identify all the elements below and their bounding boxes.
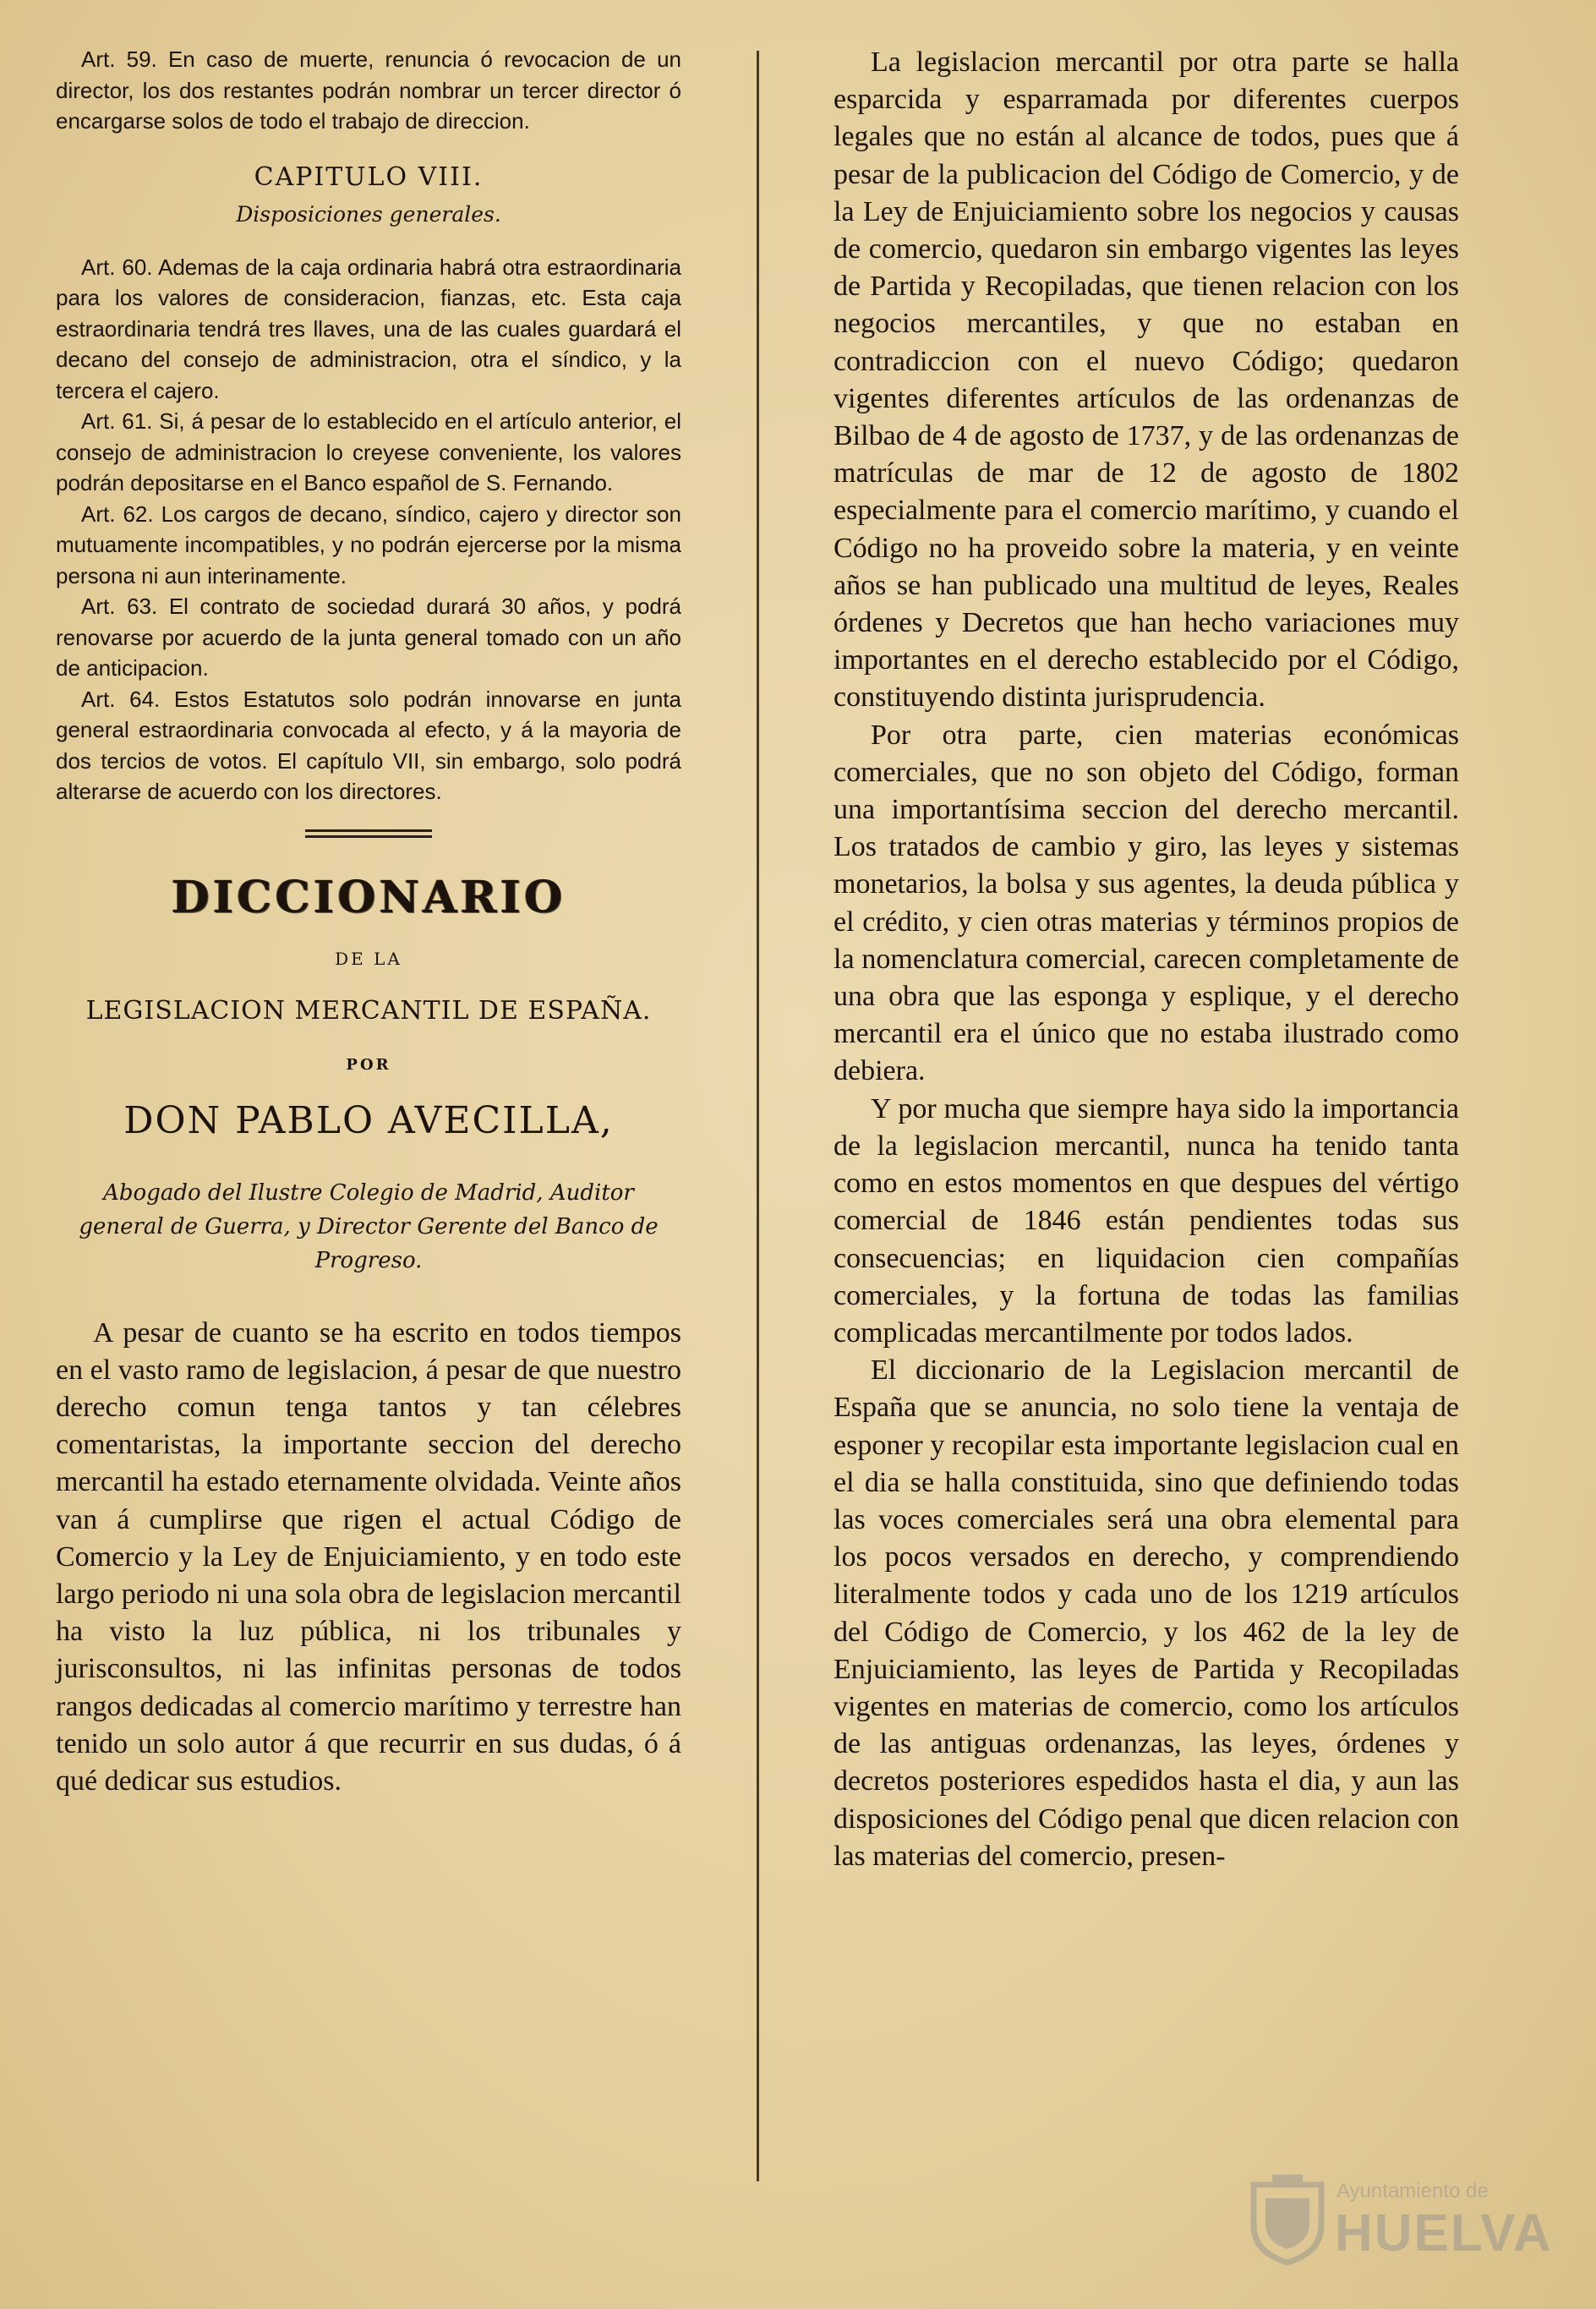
announcement-de-la: DE LA xyxy=(335,948,402,969)
article-60: Art. 60. Ademas de la caja ordinaria habrá otra estraordinaria para los valores de consideracion, fianzas, etc. Esta caja estraordinaria tendrá tres llaves, una de las cuales guardará el decano del consejo de administracion, otra el síndico, y la tercera el cajero. xyxy=(56,254,681,403)
right-body-text xyxy=(834,44,1459,1875)
right-body-paragraph-3: Y por mucha que siempre haya sido la importancia de la legislacion mercantil, nunca ha tenido tanta como en estos momentos en que despues del vértigo comercial de 1846 están pendientes todas sus consecuencias; en liquidacion cien compañías comerciales, y la fortuna de todas las familias complicadas mercantilmente por todos lados. xyxy=(834,1092,1459,1349)
article-61: Art. 61. Si, á pesar de lo establecido en el artículo anterior, el consejo de administracion lo creyese conveniente, los valores podrán depositarse en el Banco español de S. Fernando. xyxy=(56,408,681,495)
left-body-paragraph: A pesar de cuanto se ha escrito en todos tiempos en el vasto ramo de legislacion, á pesar de que nuestro derecho comun tenga tantos y tan célebres comentaristas, la importante seccion del derecho mercantil ha estado eternamente olvidada. Veinte años van á cumplirse que rigen el actual Código de Comercio y la Ley de Enjuiciamiento, y en todo este largo periodo ni una sola obra de legislacion mercantil ha visto la luz pública, ni los tribunales y jurisconsultos, ni las infinitas personas de todos rangos dedicadas al comercio marítimo y terrestre han tenido un solo autor á que recurrir en sus dudas, ó á qué dedicar sus estudios. xyxy=(56,1316,681,1797)
chapter-subtitle: Disposiciones generales. xyxy=(236,201,501,227)
watermark xyxy=(1247,2173,1551,2274)
chapter-title: CAPITULO VIII. xyxy=(254,161,484,192)
coat-of-arms-icon xyxy=(1247,2173,1328,2266)
chapter-articles xyxy=(56,252,681,807)
article-64: Art. 64. Estos Estatutos solo podrán innovarse en junta general estraordinaria convocada al efecto, y á la mayoria de dos tercios de votos. El capítulo VII, sin embargo, solo podrá alterarse de acuerdo con los directores. xyxy=(56,686,681,804)
article-62: Art. 62. Los cargos de decano, síndico, cajero y director son mutuamente incompatibles, y no podrán ejercerse por la misma persona ni aun interinamente. xyxy=(56,501,681,588)
right-body-paragraph-1: La legislacion mercantil por otra parte se halla esparcida y esparramada por diferentes cuerpos legales que no están al alcance de todos, pues que á pesar de la publicacion del Código de Comercio, y de la Ley de Enjuiciamiento sobre los negocios y causas de comercio, quedaron sin embargo vigentes las leyes de Partida y Recopiladas, que tienen relacion con los negocios mercantiles, y que no estaban en contradiccion con el nuevo Código; quedaron vigentes diferentes artículos de las ordenanzas de Bilbao de 4 de agosto de 1737, y de las ordenanzas de matrículas de mar de 12 de agosto de 1802 especialmente para el comercio marítimo, y cuando el Código no ha proveido sobre la materia, y en veinte años se han publicado una multitud de leyes, Reales órdenes y Decretos que han hecho variaciones muy importantes en el derecho establecido por el Código, constituyendo distinta jurisprudencia. xyxy=(834,47,1459,714)
right-body-paragraph-4: El diccionario de la Legislacion mercantil de España que se anuncia, no solo tiene la ventaja de esponer y recopilar esta importante legislacion cual en el dia se halla constituida, sino que definiendo todas las voces comerciales será una obra elemental para los pocos versados en derecho, y comprendiendo literalmente todos y cada uno de los 1219 artículos del Código de Comercio, y los 462 de la ley de Enjuiciamiento, las leyes de Partida y Recopiladas vigentes en materias de comercio, como los artículos de las antiguas ordenanzas, las leyes, órdenes y decretos posteriores espedidos hasta el dia, y aun las disposiciones del Código penal que dicen relacion con las materias del comercio, presen- xyxy=(834,1354,1459,1872)
watermark-line1: Ayuntamiento de xyxy=(1336,2180,1489,2202)
announcement-title: DICCIONARIO xyxy=(171,871,566,923)
statute-articles-top xyxy=(56,44,681,137)
right-body-paragraph-2: Por otra parte, cien materias económicas comerciales, que no son objeto del Código, forman una importantísima seccion del derecho mercantil. Los tratados de cambio y giro, las leyes y sistemas monetarios, la bolsa y sus agentes, la deuda pública y el crédito, y cien otras materias y términos propios de la nomenclatura comercial, carecen completamente de una obra que las esponga y esplique, y el derecho mercantil era el único que no estaba ilustrado como debiera. xyxy=(834,719,1459,1087)
section-divider xyxy=(305,829,432,838)
announcement-por: POR xyxy=(346,1055,391,1074)
left-column xyxy=(56,44,681,1800)
announcement-subject: LEGISLACION MERCANTIL DE ESPAÑA. xyxy=(85,995,652,1026)
article-63: Art. 63. El contrato de sociedad durará 30 años, y podrá renovarse por acuerdo de la junta general tomado con un año de anticipacion. xyxy=(56,594,681,681)
announcement-credentials: Abogado del Ilustre Colegio de Madrid, Auditor general de Guerra, y Director Gerente del Banco de Progreso. xyxy=(79,1179,659,1273)
announcement-author: DON PABLO AVECILLA, xyxy=(123,1098,614,1142)
left-body-text xyxy=(56,1315,681,1801)
column-rule xyxy=(757,51,759,2181)
article-59: Art. 59. En caso de muerte, renuncia ó revocacion de un director, los dos restantes podrán nombrar un tercer director ó encargarse solos de todo el trabajo de direccion. xyxy=(56,47,681,134)
right-column xyxy=(834,44,1459,1875)
watermark-line2: HUELVA xyxy=(1335,2204,1553,2262)
